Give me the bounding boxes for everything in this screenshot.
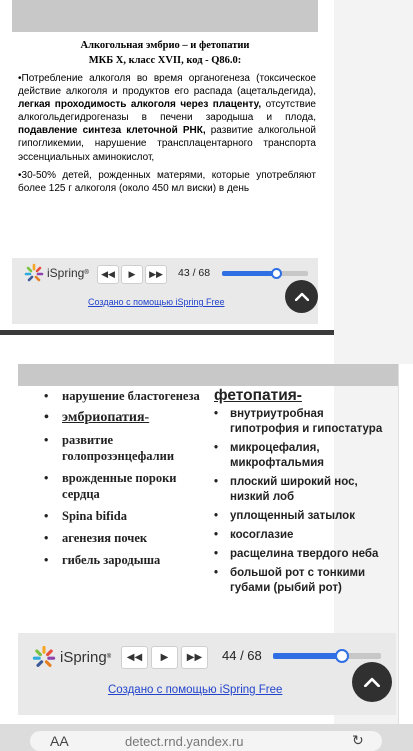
logo-text: iSpring <box>60 648 107 666</box>
rewind-button[interactable] <box>97 265 119 284</box>
ispring-credit-link[interactable]: Создано с помощью iSpring Free <box>88 297 225 307</box>
text-run: развитие алкогольной гипогликемии, нарушение трансплацентарного транспорта эссенциальных аминокислот, <box>18 125 316 163</box>
list-item: • Spina bifida <box>44 508 202 524</box>
fetopathy-list <box>214 388 384 600</box>
logo-mark: ® <box>84 270 89 276</box>
play-icon: ▶ <box>160 652 169 663</box>
text-run: отсутствие алкогольдегидрогеназы в печени зародыша и плода, <box>18 99 316 124</box>
forward-icon: ▶▶ <box>186 652 203 663</box>
list-item: • расщелина твердого неба <box>214 547 384 562</box>
list-item: • гибель зародыша <box>44 552 202 568</box>
list-item: • большой рот с тонкими губами (рыбий рот) <box>214 566 384 596</box>
slide-header-band <box>12 0 318 32</box>
play-icon: ▶ <box>128 269 136 280</box>
slide-header-band-2 <box>18 364 398 386</box>
rewind-icon: ◀◀ <box>101 269 115 280</box>
ispring-logo <box>24 263 89 283</box>
list-item: • развитие голопрозэнцефалии <box>44 432 202 464</box>
ispring-logo-icon <box>24 263 44 283</box>
slide-counter: 44 / 68 <box>222 648 262 663</box>
paragraph-1 <box>18 72 316 164</box>
logo-text: iSpring <box>47 266 85 280</box>
list-item: • микроцефалия, микрофтальмия <box>214 441 384 471</box>
address-bar[interactable] <box>30 731 382 751</box>
bold-run: подавление синтеза клеточной РНК, <box>18 125 206 137</box>
chevron-up-icon <box>295 292 309 301</box>
forward-icon: ▶▶ <box>149 269 163 280</box>
list-heading-embryopathy: • эмбриопатия- <box>44 410 202 426</box>
list-item: • агенезия почек <box>44 530 202 546</box>
slide-counter: 43 / 68 <box>178 267 211 279</box>
list-item: • врожденные пороки сердца <box>44 470 202 502</box>
paragraph-2: •30-50% детей, рожденных матерями, которые употребляют более 125 г алкоголя (около 450 мл виски) в день <box>18 169 316 194</box>
ispring-logo-icon <box>32 645 56 669</box>
slide-title <box>12 38 318 68</box>
slide-title-line1: Алкогольная эмбрио – и фетопатии <box>80 40 250 51</box>
logo-mark: ® <box>106 654 112 660</box>
url-text: detect.rnd.yandex.ru <box>125 734 244 749</box>
progress-fill <box>222 271 276 276</box>
scroll-top-button[interactable] <box>285 280 318 313</box>
rewind-button[interactable] <box>121 646 148 669</box>
forward-button[interactable] <box>145 265 167 284</box>
play-button[interactable] <box>151 646 178 669</box>
reload-icon[interactable]: ↻ <box>352 732 364 748</box>
list-item: • плоский широкий нос, низкий лоб <box>214 475 384 505</box>
ispring-logo <box>32 645 111 669</box>
embryopathy-list <box>44 388 202 574</box>
list-item: • внутриутробная гипотрофия и гипостатура <box>214 407 384 437</box>
text-run: •Потребление алкоголя во время органогенеза (токсическое действие алкоголя и продуктов его распада (ацетальдегида), <box>18 73 316 98</box>
page-divider <box>0 330 334 335</box>
list-item: • нарушение бластогенеза <box>44 388 202 404</box>
play-button[interactable] <box>121 265 143 284</box>
progress-knob[interactable] <box>335 649 349 663</box>
bold-run: легкая проходимость алкоголя через плаценту, <box>18 99 262 111</box>
adjacent-page-edge-2 <box>398 364 413 724</box>
progress-knob[interactable] <box>271 268 282 279</box>
progress-slider[interactable] <box>273 653 381 659</box>
ispring-credit-link[interactable]: Создано с помощью iSpring Free <box>108 684 283 696</box>
forward-button[interactable] <box>181 646 208 669</box>
chevron-up-icon <box>364 677 380 687</box>
slide-body <box>18 72 316 200</box>
list-heading-fetopathy: фетопатия- <box>214 387 302 404</box>
list-item: • косоглазие <box>214 528 384 543</box>
rewind-icon: ◀◀ <box>126 652 143 663</box>
list-item: • уплощенный затылок <box>214 509 384 524</box>
progress-fill <box>273 653 342 659</box>
slide-title-line2: МКБ Х, класс XVII, код - Q86.0: <box>88 55 242 66</box>
progress-slider[interactable] <box>222 271 308 276</box>
scroll-top-button[interactable] <box>352 662 392 702</box>
text-size-button[interactable]: AA <box>50 733 69 749</box>
